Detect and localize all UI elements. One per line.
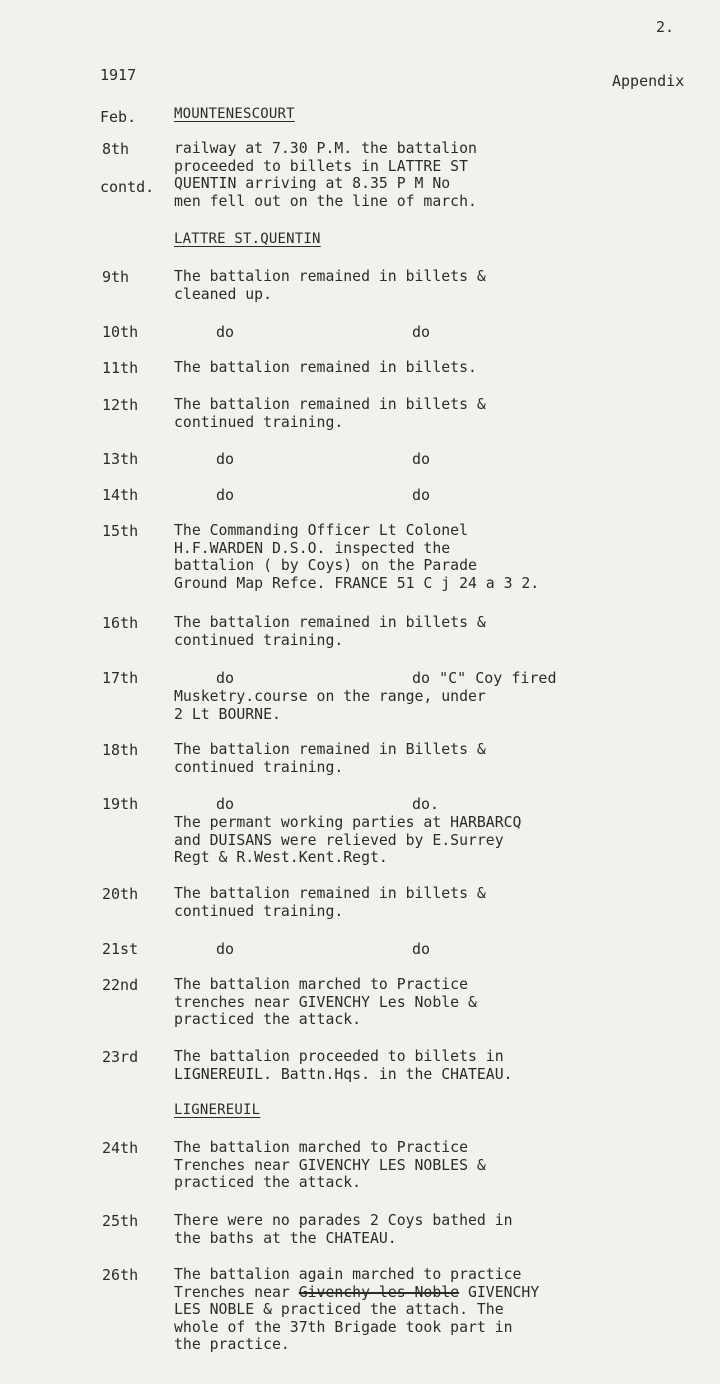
ditto-mark: do — [412, 450, 431, 468]
entry-date: 25th — [102, 1212, 139, 1230]
place-heading: LATTRE ST.QUENTIN — [174, 231, 321, 247]
ditto-mark: do — [216, 486, 235, 504]
entry-text — [174, 1266, 634, 1354]
ditto-mark: do — [412, 323, 431, 341]
entry-text: The battalion remained in billets & continued training. — [174, 396, 486, 431]
entry-text: The Commanding Officer Lt Colonel H.F.WARDEN D.S.O. inspected the battalion ( by Coys) on the Parade Ground Map Refce. FRANCE 51 C j 24 a 3 2. — [174, 522, 540, 592]
entry-text: The battalion remained in billets & cleaned up. — [174, 268, 486, 303]
entry-text: The battalion marched to Practice Trenches near GIVENCHY LES NOBLES & practiced the attack. — [174, 1139, 486, 1192]
entry-date: 16th — [102, 614, 139, 632]
entry-text: The battalion remained in billets. — [174, 359, 477, 376]
entry-date: 24th — [102, 1139, 139, 1157]
entry-text: The battalion proceeded to billets in LIGNEREUIL. Battn.Hqs. in the CHATEAU. — [174, 1048, 513, 1083]
entry-date: 9th — [102, 268, 130, 286]
entry-text: The battalion remained in billets & continued training. — [174, 614, 486, 649]
entry-date: 18th — [102, 741, 139, 759]
ditto-mark: do — [216, 669, 235, 687]
entry-line: The battalion again marched to practice — [174, 1266, 522, 1283]
entry-date: 26th — [102, 1266, 139, 1284]
entry-text: The battalion remained in billets & continued training. — [174, 885, 486, 920]
entry-date: 15th — [102, 522, 139, 540]
entry-line-part: GIVENCHY — [459, 1283, 540, 1301]
entry-line: LES NOBLE & practiced the attach. The whole of the 37th Brigade took part in the practice. — [174, 1301, 513, 1354]
appendix-label: Appendix — [612, 72, 685, 90]
entry-text: The permant working parties at HARBARCQ and DUISANS were relieved by E.Surrey Regt & R.West.Kent.Regt. — [174, 814, 522, 867]
struck-text: Givenchy-les-Noble — [298, 1283, 460, 1301]
entry-date: 10th — [102, 323, 139, 341]
ditto-mark: do — [216, 940, 235, 958]
entry-date: 8th — [102, 140, 130, 158]
entry-date: 23rd — [102, 1048, 139, 1066]
entry-contd: contd. — [100, 178, 155, 196]
ditto-mark: do. — [412, 795, 440, 813]
entry-text: There were no parades 2 Coys bathed in the baths at the CHATEAU. — [174, 1212, 513, 1247]
place-heading: MOUNTENESCOURT — [174, 106, 295, 122]
ditto-mark: do — [412, 486, 431, 504]
place-heading: LIGNEREUIL — [174, 1102, 261, 1118]
ditto-mark: do — [216, 450, 235, 468]
ditto-mark: do "C" Coy fired — [412, 669, 557, 687]
entry-text: Musketry.course on the range, under 2 Lt BOURNE. — [174, 688, 486, 723]
month: Feb. — [100, 108, 137, 126]
ditto-mark: do — [216, 795, 235, 813]
entry-text: railway at 7.30 P.M. the battalion proceeded to billets in LATTRE ST QUENTIN arriving at 8.35 P M No men fell out on the line of march. — [174, 140, 477, 210]
entry-date: 19th — [102, 795, 139, 813]
ditto-mark: do — [412, 940, 431, 958]
ditto-mark: do — [216, 323, 235, 341]
entry-date: 13th — [102, 450, 139, 468]
entry-date: 22nd — [102, 976, 139, 994]
entry-date: 11th — [102, 359, 139, 377]
entry-line-part: Trenches near — [174, 1283, 299, 1301]
page-number: 2. — [656, 18, 675, 36]
entry-text: The battalion marched to Practice trenches near GIVENCHY Les Noble & practiced the attack. — [174, 976, 477, 1029]
entry-text: The battalion remained in Billets & continued training. — [174, 741, 486, 776]
entry-date: 17th — [102, 669, 139, 687]
entry-date: 12th — [102, 396, 139, 414]
year: 1917 — [100, 66, 137, 84]
entry-date: 14th — [102, 486, 139, 504]
entry-date: 20th — [102, 885, 139, 903]
entry-date: 21st — [102, 940, 139, 958]
